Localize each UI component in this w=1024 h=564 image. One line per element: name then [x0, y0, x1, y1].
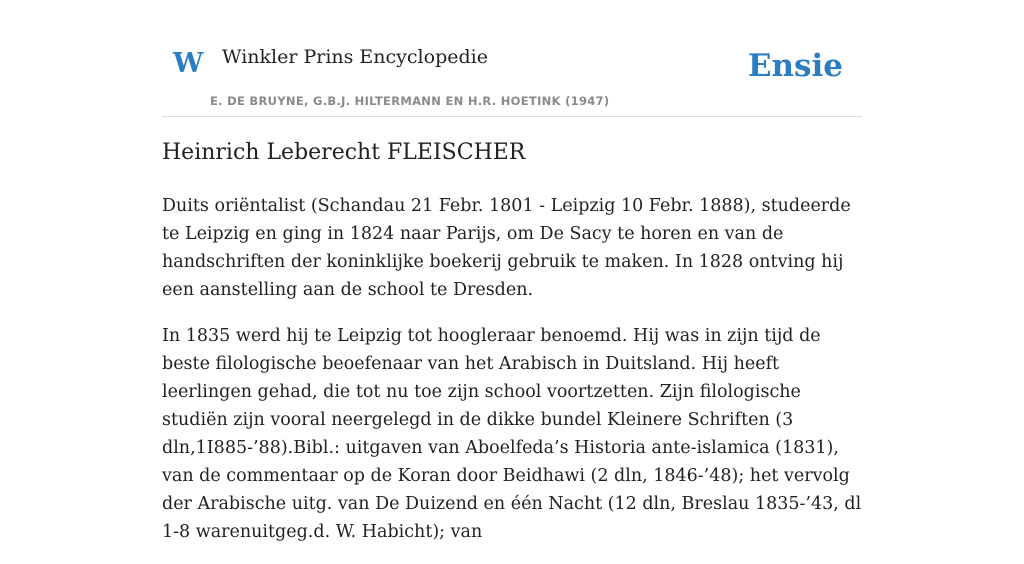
page [162, 0, 862, 542]
article-body [162, 192, 862, 564]
article-title: Heinrich Leberecht FLEISCHER [162, 140, 526, 165]
article-paragraph: Duits oriëntalist (Schandau 21 Febr. 1801 - Leipzig 10 Febr. 1888), studeerde te Leipzig en ging in 1824 naar Parijs, om De Sacy te horen en van de handschriften der koninklijke boekerij gebruik te maken. In 1828 ontving hij een aanstelling aan de school te Dresden. [162, 196, 851, 300]
publication-title[interactable]: Winkler Prins Encyclopedie [222, 46, 488, 68]
authors-line: E. DE BRUYNE, G.B.J. HILTERMANN EN H.R. HOETINK (1947) [210, 94, 610, 108]
publication-logo[interactable]: W [173, 48, 204, 79]
article-paragraph: In 1835 werd hij te Leipzig tot hoogleraar benoemd. Hij was in zijn tijd de beste filologische beoefenaar van het Arabisch in Duitsland. Hij heeft leerlingen gehad, die tot nu toe zijn school voortzetten. Zijn filologische studiën zijn vooral neergelegd in de dikke bundel Kleinere Schriften (3 dln,1I885-’88).Bibl.: uitgaven van Aboelfeda’s Historia ante-islamica (1831), van de commentaar op de Koran door Beidhawi (2 dln, 1846-’48); het vervolg der Arabische uitg. van De Duizend en één Nacht (12 dln, Breslau 1835-’43, dl 1-8 warenuitgeg.d. W. Habicht); van [162, 326, 862, 542]
header [162, 0, 862, 117]
brand-logo[interactable]: Ensie [747, 48, 843, 84]
